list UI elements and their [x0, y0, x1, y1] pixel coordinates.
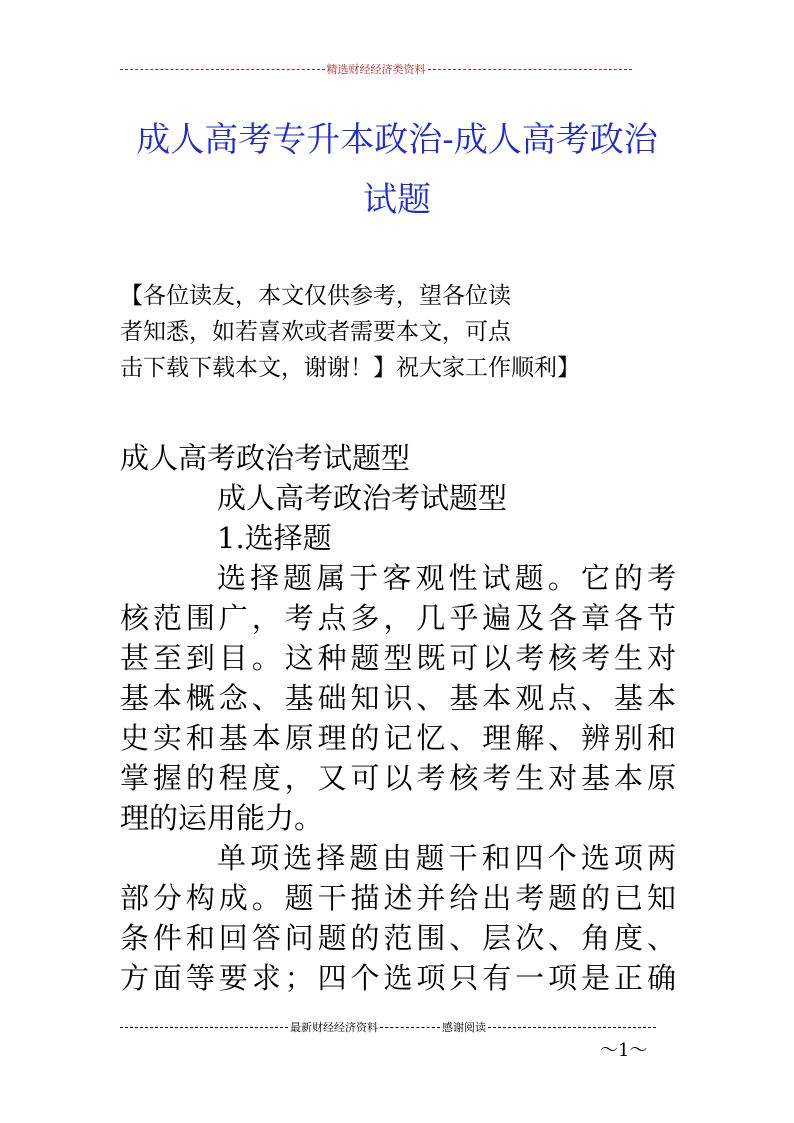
notice-line-2: 者知悉，如若喜欢或者需要本文，可点 [120, 319, 511, 345]
paragraph-line: 部分构成。题干描述并给出考题的已知 [120, 881, 676, 915]
paragraph-line: 单项选择题由题干和四个选项两 [217, 841, 676, 875]
title-line-1: 成人高考专升本政治-成人高考政治 [136, 120, 658, 160]
document-title [90, 110, 704, 230]
footer-rule-left [120, 1027, 288, 1028]
paragraph-line: 理的运用能力。 [120, 801, 324, 835]
reader-notice [120, 278, 590, 386]
notice-line-1: 【各位读友，本文仅供参考，望各位读 [120, 283, 511, 309]
section-subheading: 成人高考政治考试题型 [217, 481, 508, 515]
paragraph-line: 核范围广，考点多，几乎遍及各章各节 [120, 601, 676, 635]
paragraph-line: 掌握的程度，又可以考核考生对基本原 [120, 761, 676, 795]
footer-right-text: 感谢阅读 [442, 1021, 486, 1034]
paragraph-line: 史实和基本原理的记忆、理解、辨别和 [120, 721, 676, 755]
paragraph-1 [120, 558, 676, 838]
footer-left-text: 最新财经经济资料 [290, 1021, 378, 1034]
notice-line-3: 击下载下载本文，谢谢！】祝大家工作顺利】 [120, 355, 580, 381]
section-heading: 成人高考政治考试题型 [120, 441, 411, 475]
paragraph-line: 基本概念、基础知识、基本观点、基本 [120, 681, 676, 715]
footer-rule-middle [380, 1027, 440, 1028]
page-header [120, 58, 632, 80]
paragraph-line: 甚至到目。这种题型既可以考核考生对 [120, 641, 676, 675]
paragraph-line: 选择题属于客观性试题。它的考 [217, 561, 676, 595]
title-line-2: 试题 [363, 180, 431, 220]
header-rule-left [120, 69, 325, 70]
paragraph-line: 条件和回答问题的范围、层次、角度、 [120, 921, 676, 955]
page-number: ～1～ [600, 1040, 648, 1061]
header-rule-right [428, 69, 633, 70]
footer-rule-right [488, 1027, 656, 1028]
paragraph-line: 方面等要求；四个选项只有一项是正确 [120, 961, 676, 995]
page-footer [120, 1016, 656, 1038]
document-body [120, 438, 676, 998]
paragraph-2 [120, 838, 676, 998]
header-text: 精选财经经济类资料 [326, 63, 426, 76]
section-number-title: 1.选择题 [217, 521, 332, 555]
